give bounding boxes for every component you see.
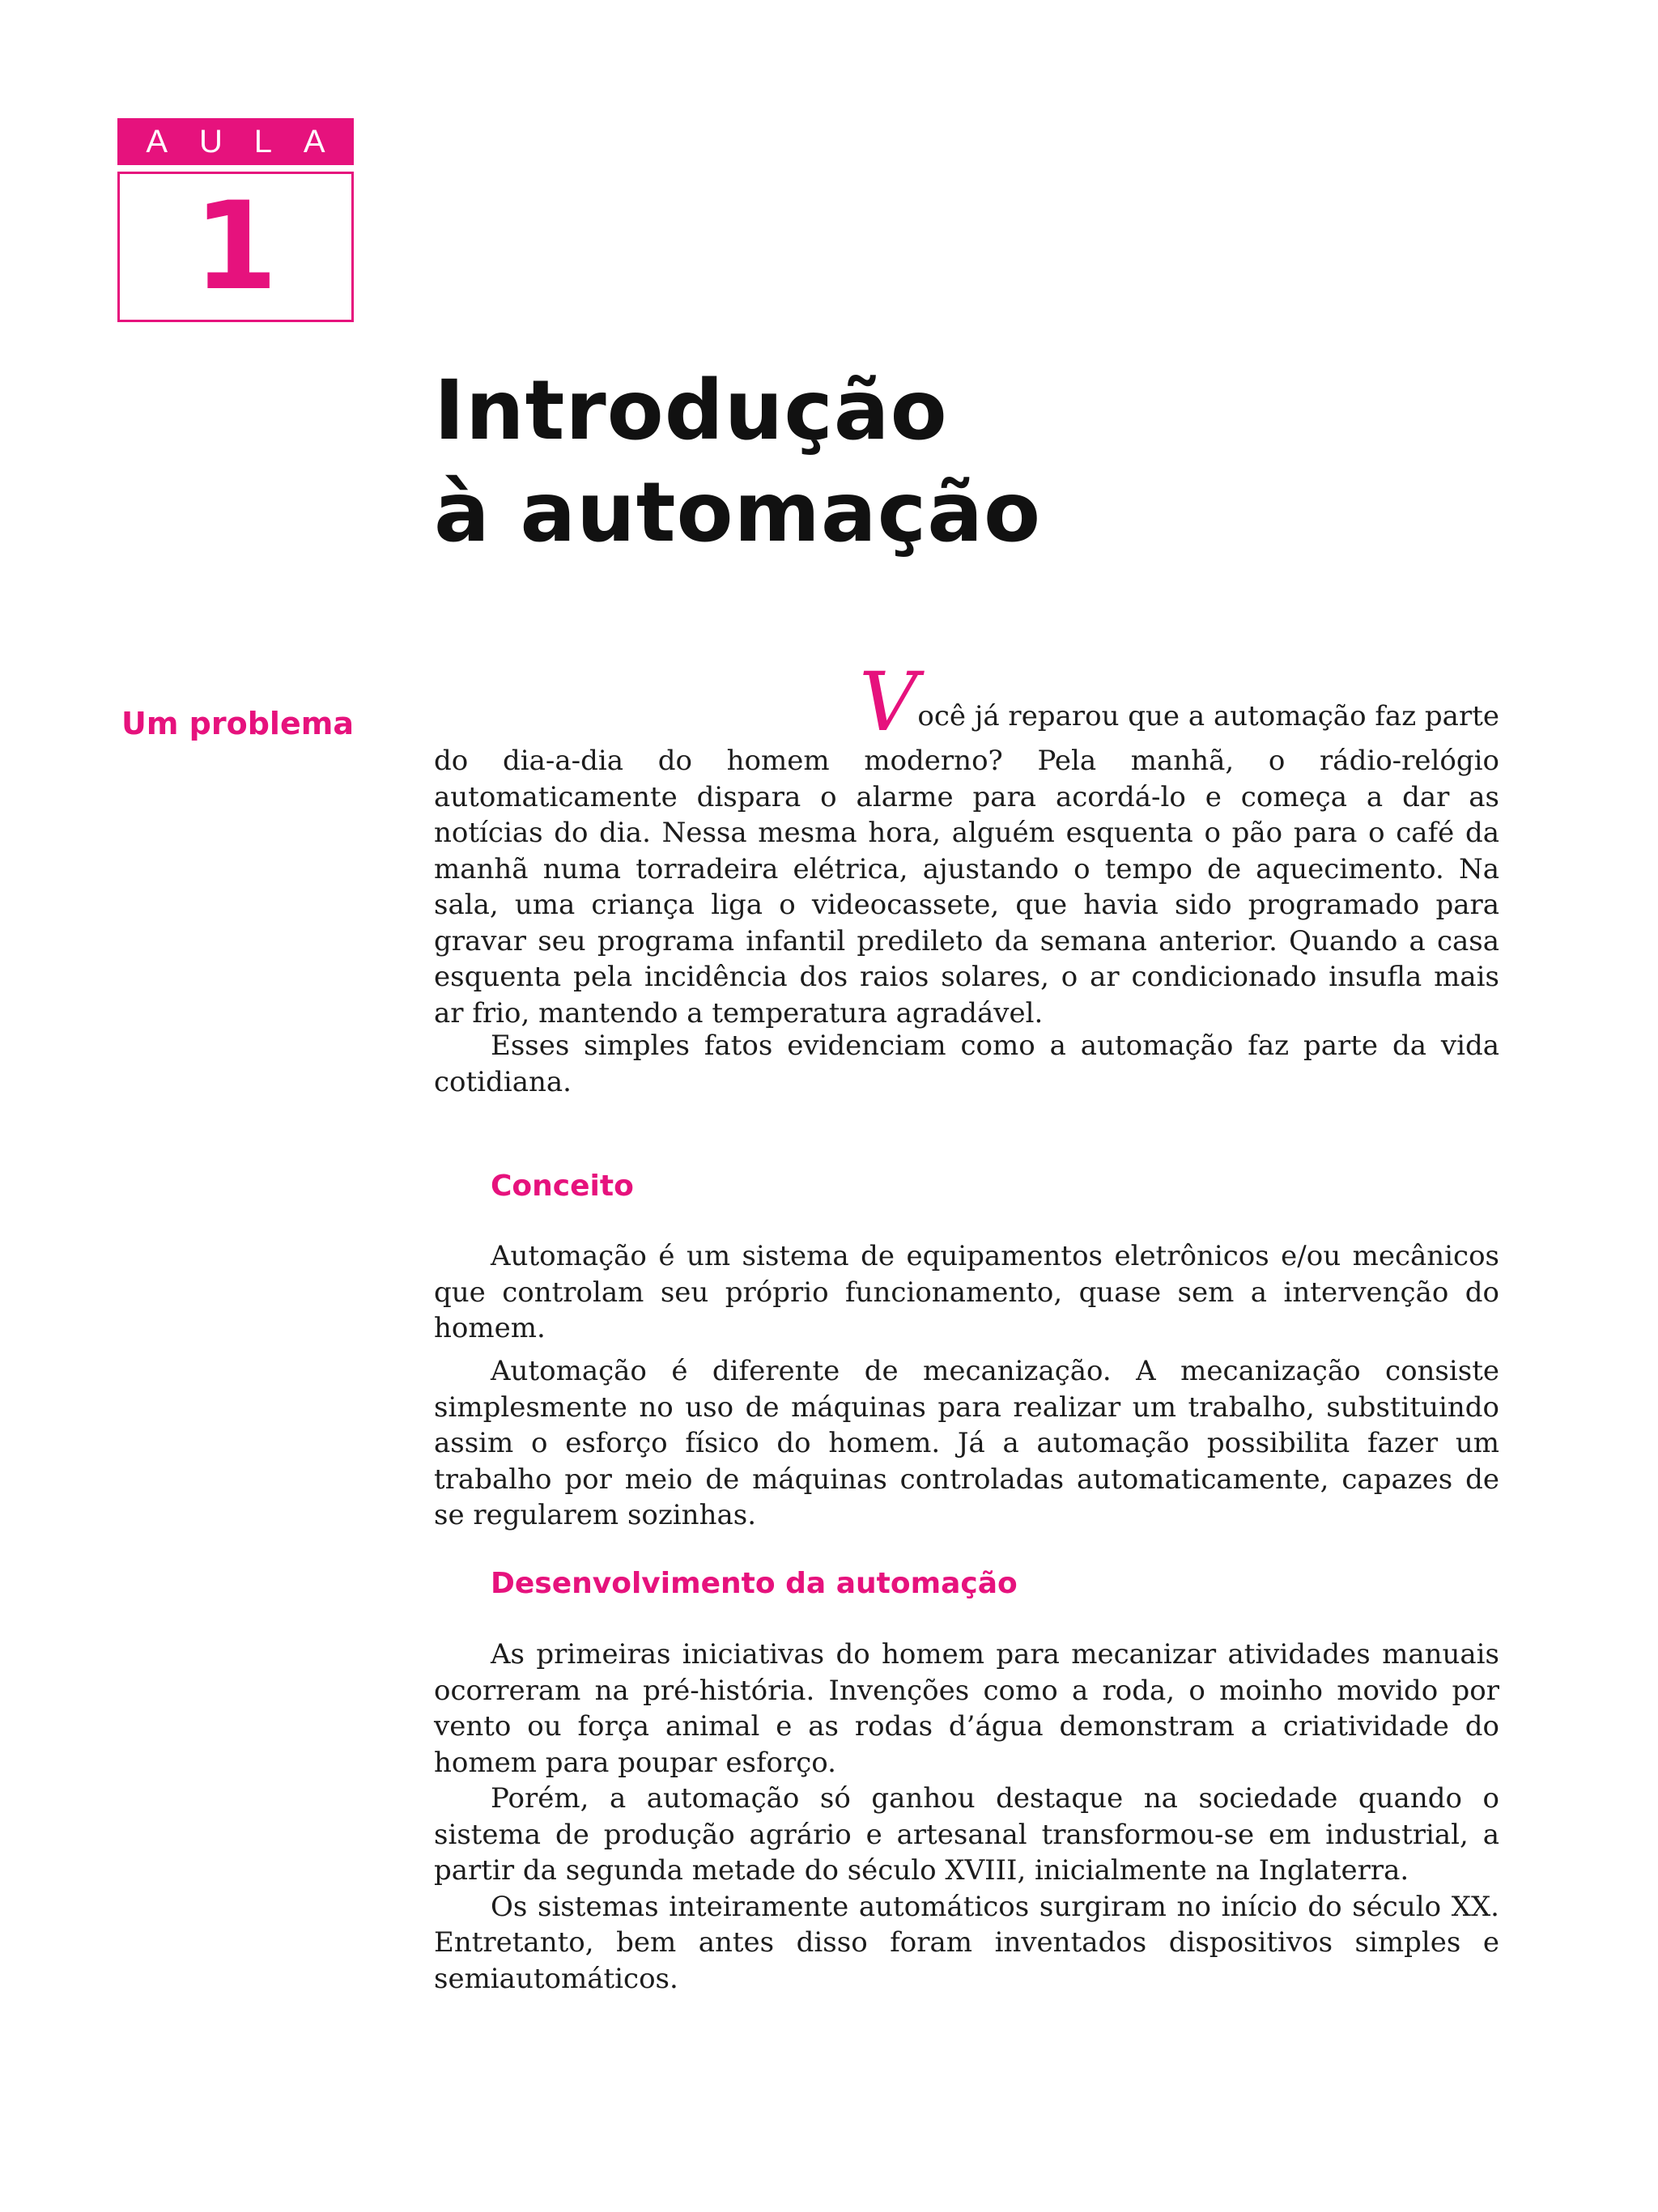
left-margin bbox=[0, 0, 115, 2212]
conceito-p2-text: Automação é diferente de mecanização. A mecanização consiste simplesmente no uso de máquinas para realizar um trabalho, substituindo assim o esforço físico do homem. Já a automação possibilita fazer um trabalho por meio de máquinas controladas automaticamente, capazes de se regularem sozinhas. bbox=[434, 1355, 1499, 1531]
page-title bbox=[434, 360, 1041, 564]
title-line-1: Introdução bbox=[434, 363, 948, 459]
section-heading-conceito: Conceito bbox=[491, 1170, 634, 1203]
section-heading-desenvolvimento: Desenvolvimento da automação bbox=[491, 1567, 1018, 1600]
title-line-2: à automação bbox=[434, 465, 1042, 561]
paragraph-esses-text: Esses simples fatos evidenciam como a automação faz parte da vida cotidiana. bbox=[434, 1030, 1499, 1098]
aula-letter: A bbox=[303, 123, 325, 159]
desenvolvimento-p1: As primeiras iniciativas do homem para mecanizar atividades manuais ocorreram na pré-história. Invenções como a roda, o moinho movido por vento ou força animal e as rodas d’água demonstram a criatividade do homem para poupar esforço. bbox=[434, 1638, 1499, 1779]
aula-letter: L bbox=[253, 123, 272, 159]
aula-letter: A bbox=[146, 123, 168, 159]
intro-first-line-text: ocê já reparou que a automação faz parte bbox=[917, 700, 1499, 732]
desenvolvimento-paragraphs bbox=[434, 1637, 1499, 1997]
intro-body: do dia-a-dia do homem moderno? Pela manhã, o rádio-relógio automaticamente dispara o alarme para acordá-lo e começa a dar as notícias do dia. Nessa mesma hora, alguém esquenta o pão para o café da manhã numa torradeira elétrica, ajustando o tempo de aquecimento. Na sala, uma criança liga o videocassete, que havia sido programado para gravar seu programa infantil predileto da semana anterior. Quando a casa esquenta pela incidência dos raios solares, o ar condicionado insufla mais ar frio, mantendo a temperatura agradável. bbox=[434, 745, 1499, 1030]
intro-paragraph bbox=[434, 655, 1499, 1031]
aula-letter: U bbox=[198, 123, 223, 159]
lesson-number: 1 bbox=[193, 176, 278, 317]
desenvolvimento-p2: Porém, a automação só ganhou destaque na sociedade quando o sistema de produção agrário e artesanal transformou-se em industrial, a partir da segunda metade do século XVIII, inicialmente na Inglaterra. bbox=[434, 1782, 1499, 1887]
conceito-p2 bbox=[434, 1353, 1499, 1534]
lesson-number-box bbox=[117, 172, 354, 322]
intro-first-line bbox=[434, 655, 1499, 749]
aula-label bbox=[117, 118, 354, 165]
conceito-p1-text: Automação é um sistema de equipamentos eletrônicos e/ou mecânicos que controlam seu próprio funcionamento, quase sem a intervenção do homem. bbox=[434, 1240, 1499, 1344]
conceito-p1 bbox=[434, 1238, 1499, 1347]
paragraph-esses bbox=[434, 1028, 1499, 1100]
drop-cap: V bbox=[859, 655, 918, 749]
margin-heading: Um problema bbox=[121, 706, 354, 741]
desenvolvimento-p3: Os sistemas inteiramente automáticos surgiram no início do século XX. Entretanto, bem antes disso foram inventados dispositivos simples e semiautomáticos. bbox=[434, 1890, 1499, 1995]
